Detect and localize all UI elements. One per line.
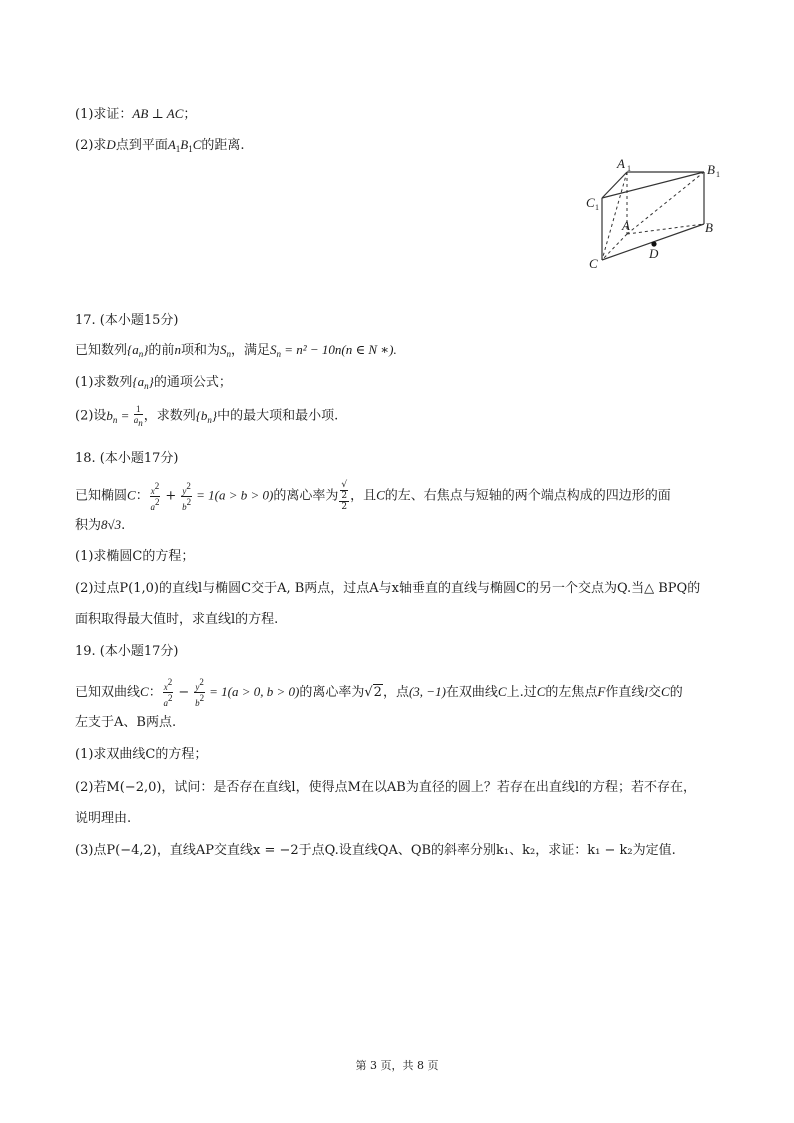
q17-header: 17. (本小题15分) <box>75 313 179 328</box>
q18-part2-line1: (2)过点P(1,0)的直线l与椭圆C交于A, B两点，过点A与x轴垂直的直线与椭圆C的另一个交点为Q.当△ BPQ的 <box>75 581 701 596</box>
label-b: B <box>705 220 713 235</box>
label-c1: C <box>586 195 595 210</box>
q16-part2: (2)求D点到平面$A_1B_1C$的距离. <box>75 137 245 154</box>
q18-header: 18. (本小题17分) <box>75 451 179 466</box>
q19-header: 19. (本小题17分) <box>75 644 179 659</box>
label-d: D <box>649 246 659 261</box>
q18-part2-line2: 面积取得最大值时，求直线l的方程. <box>75 612 279 627</box>
q19-part3: (3)点P(−4,2)，直线AP交直线x = −2于点Q.设直线QA、QB的斜率分别k₁、k₂，求证：k₁ − k₂为定值. <box>75 843 676 858</box>
label-b1: B <box>707 162 715 177</box>
q19-part2-line2: 说明理由. <box>75 811 132 826</box>
q19-part2-line1: (2)若M(−2,0)，试问：是否存在直线l，使得点M在以AB为直径的圆上？若存在出直线l的方程；若不存在， <box>75 780 697 795</box>
label-a1: A <box>617 156 625 171</box>
q18-part1: (1)求椭圆C的方程； <box>75 549 195 564</box>
q19-stem-line1: 已知双曲线C： $\frac{x^2}{a^2}$ − $\frac{y^2}{b^2}$ = 1(a > 0, b > 0)的离心率为√2，点(3, −1)在双曲线C上.过C的左焦点F作直线l交C的 <box>75 677 683 708</box>
q19-part1: (1)求双曲线C的方程； <box>75 747 208 762</box>
q17-stem: 已知数列$\{a_n\}$的前n项和为$S_n$，满足$S_n = n^2 - 10n(n$ ∈ N ∗). <box>75 342 397 359</box>
svg-text:1: 1 <box>716 170 720 179</box>
label-c: C <box>589 256 598 271</box>
q18-stem-line2: 积为8√3. <box>75 517 126 533</box>
q19-stem-line2: 左支于A、B两点. <box>75 715 177 730</box>
q17-part1: (1)求数列$\{a_n\}$的通项公式； <box>75 374 232 391</box>
label-a: A <box>622 218 630 233</box>
svg-text:1: 1 <box>627 164 631 173</box>
svg-text:1: 1 <box>595 203 599 212</box>
q16-part1: (1)求证：AB ⊥ AC； <box>75 106 197 122</box>
q17-part2: (2)设$b_n$ = $\frac{1}{a_n}$ ，求数列$\{b_n\}$中的最大项和最小项. <box>75 404 339 428</box>
page-footer: 第 3 页，共 8 页 <box>355 1059 439 1072</box>
prism-figure <box>582 152 722 274</box>
q18-stem-line1: 已知椭圆C： $\frac{x^2}{a^2}$ + $\frac{y^2}{b^2}$ = 1(a > b > 0)的离心率为 √ 2 2 ，且C的左、右焦点与短轴的两个端点构成的四边形的面 <box>75 480 671 512</box>
